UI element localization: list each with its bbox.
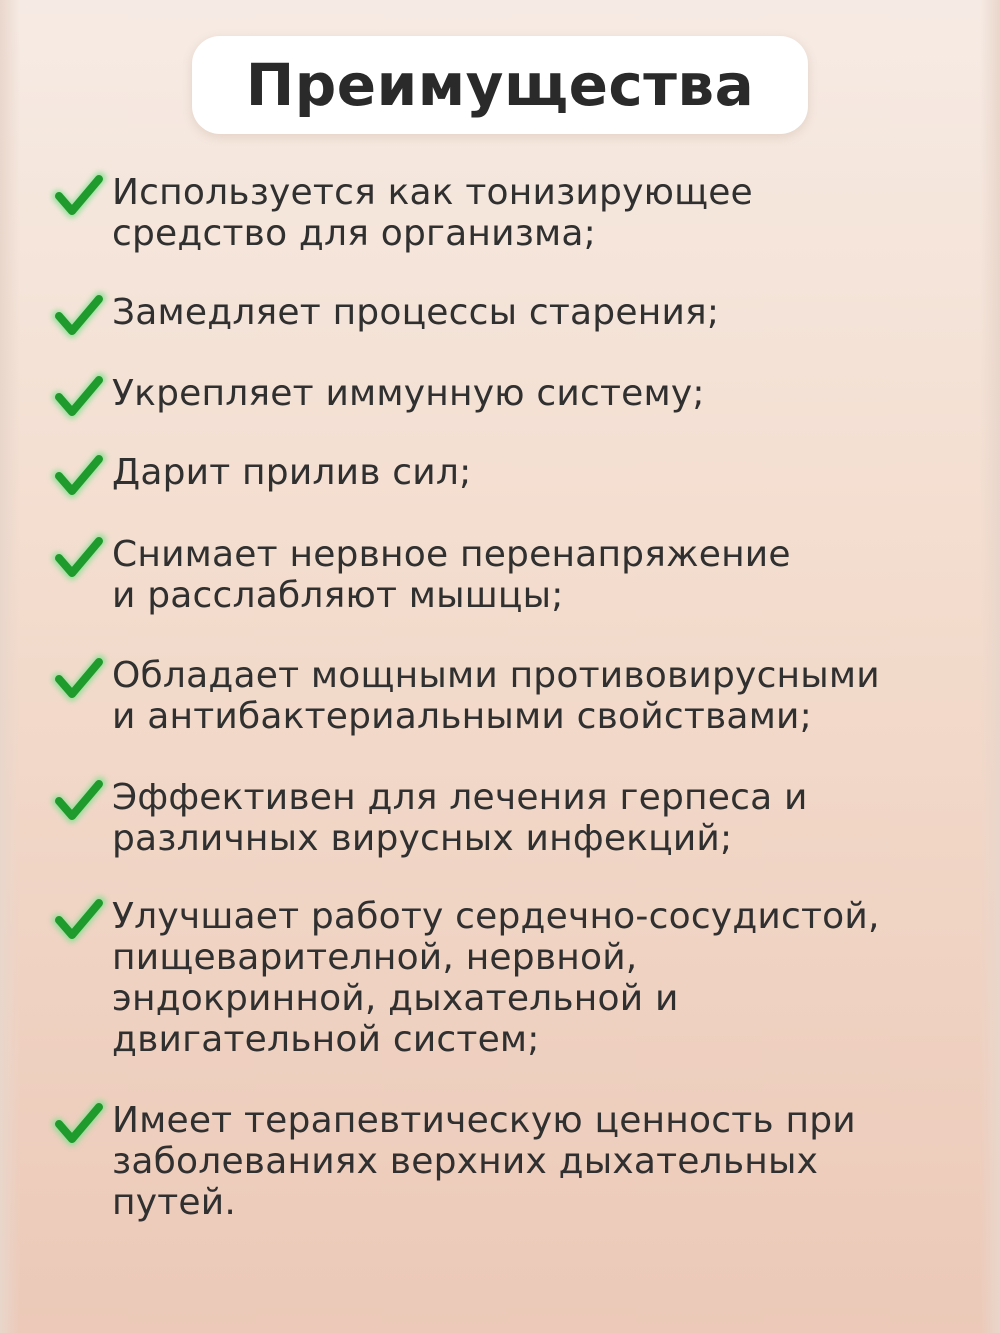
benefit-text: Имеет терапевтическую ценность при заболеваниях верхних дыхательных путей.: [112, 1100, 856, 1223]
checkmark-icon: [54, 777, 104, 823]
checkmark-icon: [54, 452, 104, 498]
checkmark-icon: [54, 896, 104, 942]
benefit-text: Укрепляет иммунную систему;: [112, 373, 705, 414]
benefit-text: Дарит прилив сил;: [112, 452, 472, 493]
page-title: Преимущества: [245, 51, 755, 119]
checkmark-icon: [54, 292, 104, 338]
checkmark-icon: [54, 172, 104, 218]
checkmark-icon: [54, 534, 104, 580]
benefit-text: Обладает мощными противовирусными и антибактериальными свойствами;: [112, 655, 880, 737]
benefit-text: Снимает нервное перенапряжение и расслабляют мышцы;: [112, 534, 791, 616]
benefit-text: Улучшает работу сердечно-сосудистой, пищеварителной, нервной, эндокринной, дыхательной и двигательной систем;: [112, 896, 880, 1060]
checkmark-icon: [54, 373, 104, 419]
benefit-text: Замедляет процессы старения;: [112, 292, 720, 333]
checkmark-icon: [54, 1100, 104, 1146]
checkmark-icon: [54, 655, 104, 701]
title-badge: [192, 36, 808, 134]
left-edge-shade: [0, 0, 20, 1333]
benefit-text: Эффективен для лечения герпеса и различных вирусных инфекций;: [112, 777, 808, 859]
benefit-text: Используется как тонизирующее средство для организма;: [112, 172, 753, 254]
